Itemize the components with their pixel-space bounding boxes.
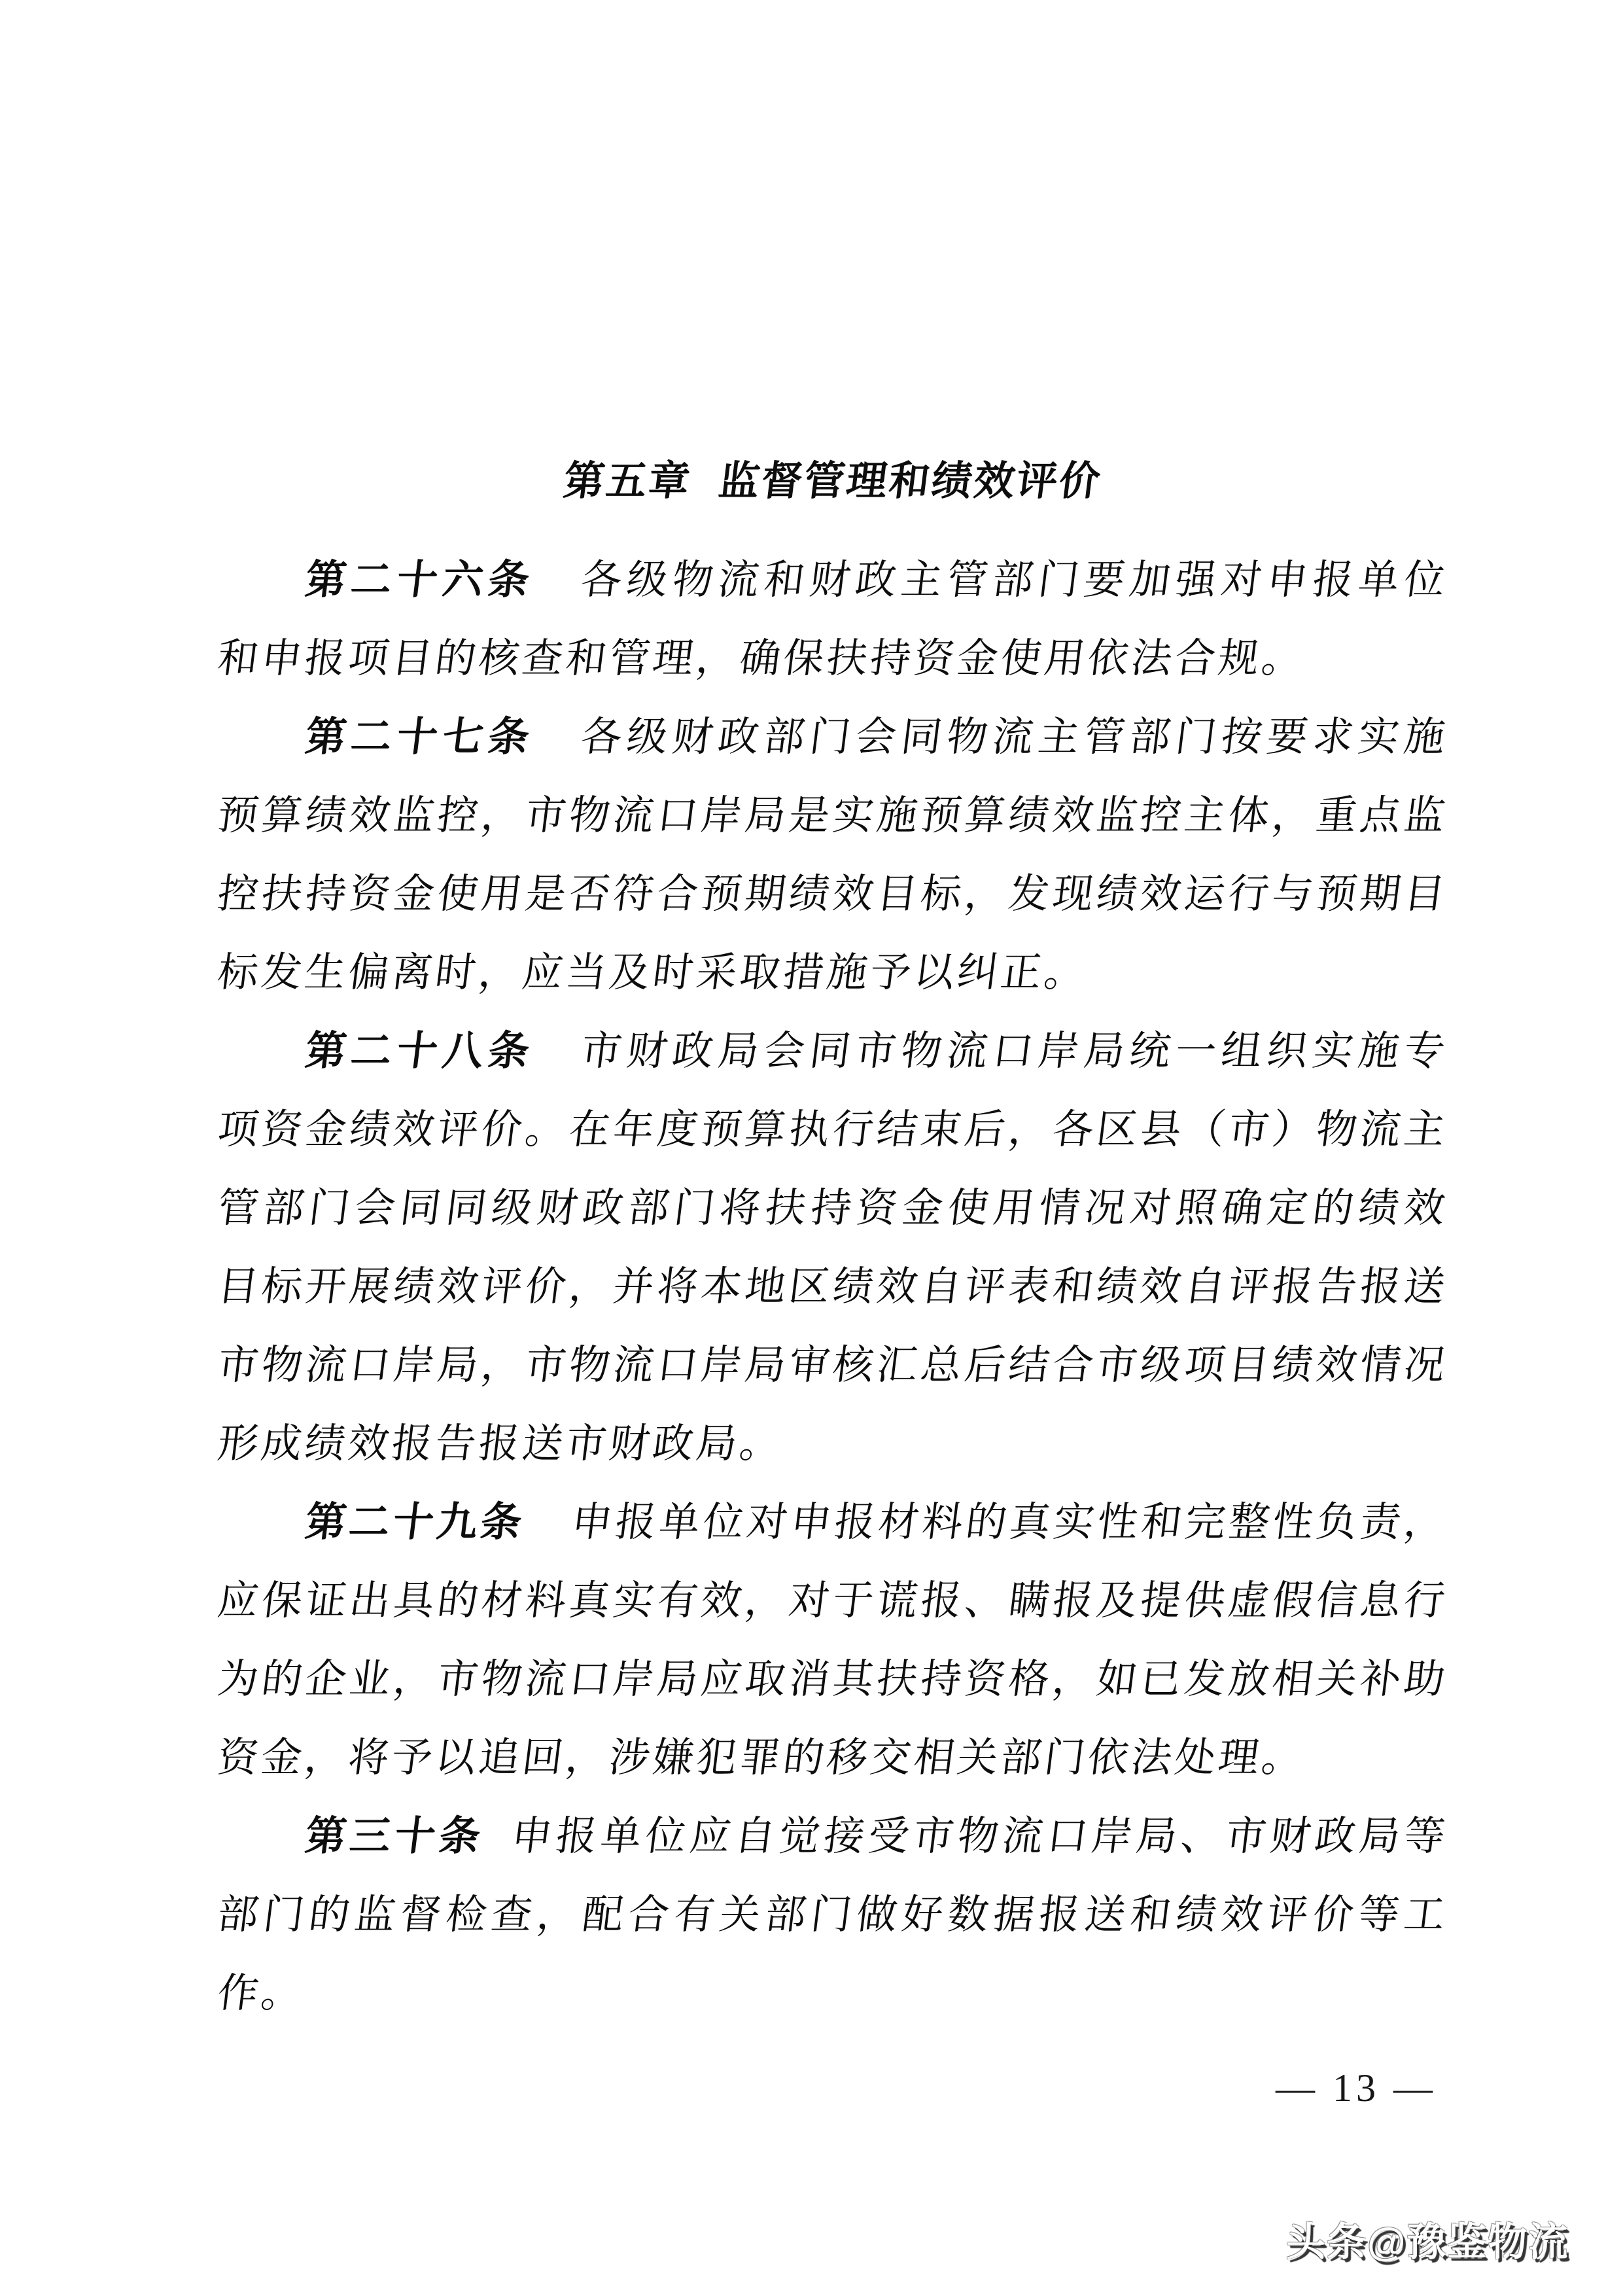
- article-number: 第二十七条: [302, 715, 537, 760]
- article-text: 应保证出具的材料真实有效，对于谎报、瞒报及提供虚假信息行: [215, 1579, 1451, 1623]
- article-text: 资金，将予以追回，涉嫌犯罪的移交相关部门依法处理。: [215, 1736, 1308, 1780]
- article-number: 第二十九条: [302, 1500, 528, 1545]
- body-line: [213, 777, 1453, 855]
- body-line: [213, 1876, 1453, 1954]
- article-text: 标发生偏离时，应当及时采取措施予以纠正。: [215, 951, 1091, 995]
- body-line: [213, 1405, 1453, 1483]
- body-line: [213, 1954, 1453, 2033]
- body-line: [213, 1012, 1453, 1091]
- body-line: [213, 1248, 1453, 1326]
- body-line: [213, 1326, 1453, 1405]
- article-text: 为的企业，市物流口岸局应取消其扶持资格，如已发放相关补助: [215, 1657, 1451, 1702]
- page-number: — 13 —: [1276, 2066, 1437, 2110]
- watermark: 头条@豫鉴物流: [1286, 2220, 1569, 2264]
- article-text: 目标开展绩效评价，并将本地区绩效自评表和绩效自评报告报送: [215, 1265, 1451, 1309]
- article-text: 申报单位应自觉接受市物流口岸局、市财政局等: [508, 1814, 1451, 1859]
- article-text: 市物流口岸局，市物流口岸局审核汇总后结合市级项目绩效情况: [215, 1343, 1451, 1388]
- body-line: [213, 1483, 1453, 1562]
- body-line: [213, 1797, 1453, 1876]
- body-line: [213, 1640, 1453, 1719]
- article-text: 申报单位对申报材料的真实性和完整性负责，: [568, 1500, 1451, 1545]
- article-text: 预算绩效监控，市物流口岸局是实施预算绩效监控主体，重点监: [215, 794, 1451, 838]
- article-number: 第二十八条: [302, 1029, 537, 1074]
- body-line: [213, 1169, 1453, 1248]
- article-text: 各级物流和财政主管部门要加强对申报单位: [578, 558, 1451, 603]
- article-text: 各级财政部门会同物流主管部门按要求实施: [578, 715, 1451, 760]
- body-line: [213, 855, 1453, 934]
- body-line: [213, 934, 1453, 1012]
- article-number: 第二十六条: [302, 558, 537, 603]
- body-line: [213, 698, 1453, 777]
- body-text-block: [215, 541, 1451, 2033]
- chapter-title: 第五章 监督管理和绩效评价: [561, 459, 1105, 504]
- article-number: 第三十条: [302, 1814, 487, 1859]
- body-line: [213, 541, 1453, 620]
- article-text: 作。: [215, 1971, 308, 2016]
- article-text: 形成绩效报告报送市财政局。: [215, 1422, 786, 1466]
- article-text: 控扶持资金使用是否符合预期绩效目标，发现绩效运行与预期目: [215, 872, 1451, 917]
- article-text: 和申报项目的核查和管理，确保扶持资金使用依法合规。: [215, 637, 1308, 681]
- article-text: 项资金绩效评价。在年度预算执行结束后，各区县（市）物流主: [215, 1108, 1451, 1152]
- body-line: [213, 1719, 1453, 1797]
- article-text: 管部门会同同级财政部门将扶持资金使用情况对照确定的绩效: [215, 1186, 1451, 1231]
- body-line: [213, 1091, 1453, 1169]
- article-text: 市财政局会同市物流口岸局统一组织实施专: [578, 1029, 1451, 1074]
- article-text: 部门的监督检查，配合有关部门做好数据报送和绩效评价等工: [215, 1893, 1451, 1937]
- body-line: [213, 1562, 1453, 1640]
- body-line: [213, 620, 1453, 698]
